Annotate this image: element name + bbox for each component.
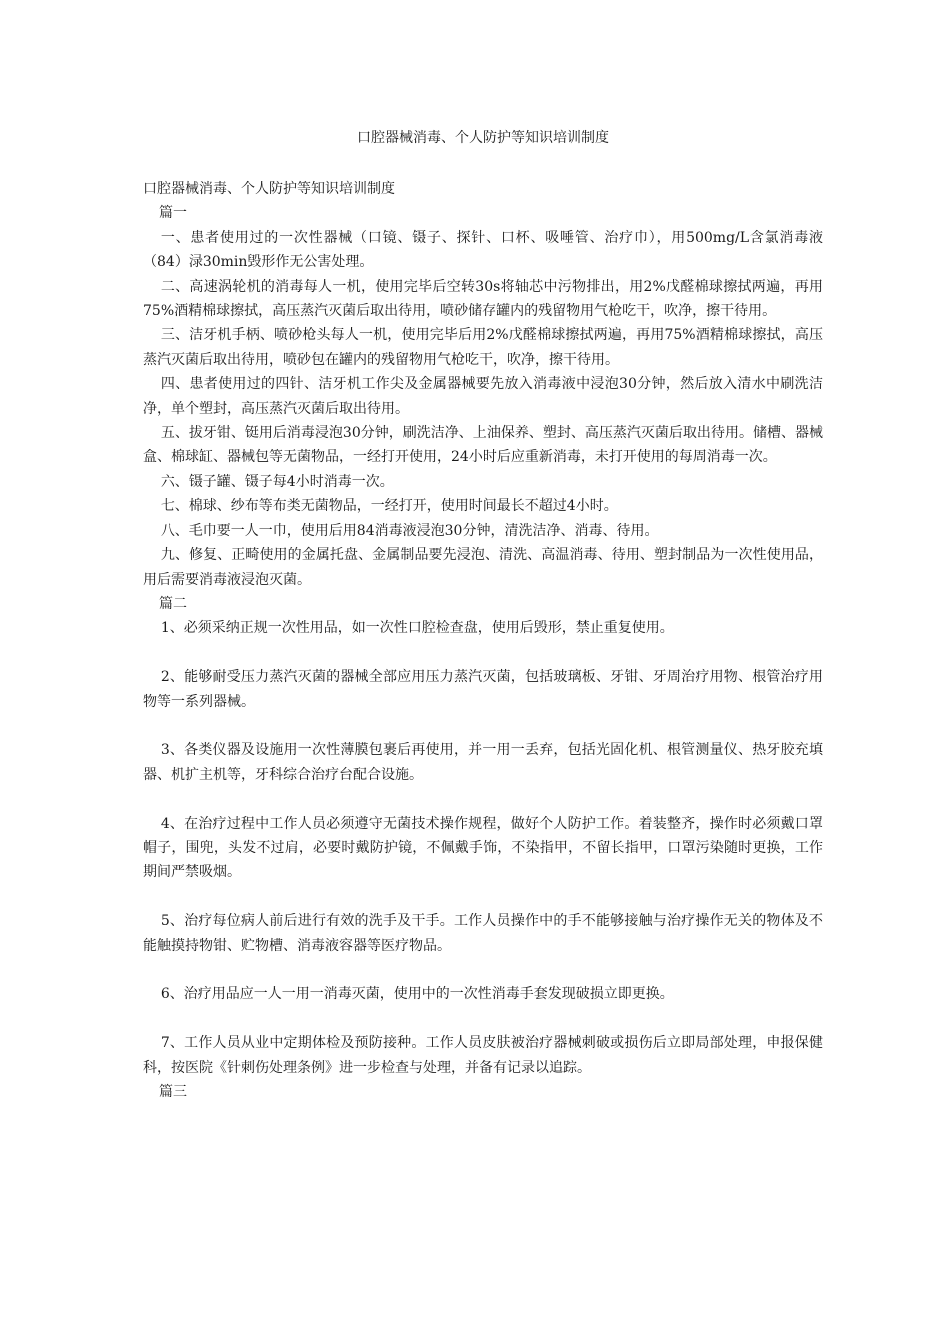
part1-item-2: 二、高速涡轮机的消毒每人一机，使用完毕后空转30s将轴芯中污物排出，用2%戊醛棉球擦拭两遍，再用75%酒精棉球擦拭，高压蒸汽灭菌后取出待用，喷砂储存罐内的残留物用气枪吃干，吹净，擦干待用。 [143, 278, 823, 320]
part1-item-8: 八、毛巾要一人一巾，使用后用84消毒液浸泡30分钟，清洗洁净、消毒、待用。 [160, 522, 659, 539]
part2-item-1: 1、必须采纳正规一次性用品，如一次性口腔检查盘，使用后毁形，禁止重复使用。 [160, 620, 674, 637]
document-body [143, 177, 823, 1104]
part1-item-6: 六、镊子罐、镊子每4小时消毒一次。 [160, 473, 394, 490]
document-subtitle: 口腔器械消毒、个人防护等知识培训制度 [143, 181, 395, 197]
section-heading-part3: 篇三 [159, 1083, 187, 1100]
part1-item-4: 四、患者使用过的四针、洁牙机工作尖及金属器械要先放入消毒液中浸泡30分钟，然后放入清水中刷洗洁净，单个塑封，高压蒸汽灭菌后取出待用。 [143, 376, 823, 417]
section-heading-part1: 篇一 [159, 205, 187, 222]
part2-item-4: 4、在治疗过程中工作人员必须遵守无菌技术操作规程，做好个人防护工作。着装整齐，操作时必须戴口罩帽子，围兜，头发不过肩，必要时戴防护镜，不佩戴手饰，不染指甲，不留长指甲，口罩污染随时更换，工作期间严禁吸烟。 [143, 815, 823, 881]
part2-item-7: 7、工作人员从业中定期体检及预防接种。工作人员皮肤被治疗器械刺破或损伤后立即局部处理，申报保健科，按医院《针刺伤处理条例》进一步检查与处理，并备有记录以追踪。 [143, 1035, 823, 1076]
section-heading-part2: 篇二 [159, 595, 187, 612]
part2-item-6: 6、治疗用品应一人一用一消毒灭菌，使用中的一次性消毒手套发现破损立即更换。 [160, 986, 674, 1003]
part1-item-1: 一、患者使用过的一次性器械（口镜、镊子、探针、口杯、吸唾管、治疗巾），用500mg/L含氯消毒液（84）渌30min毁形作无公害处理。 [143, 229, 823, 271]
part1-item-7: 七、棉球、纱布等布类无菌物品，一经打开，使用时间最长不超过4小时。 [160, 498, 618, 515]
part2-item-5: 5、治疗每位病人前后进行有效的洗手及干手。工作人员操作中的手不能够接触与治疗操作无关的物体及不能触摸持物钳、贮物槽、消毒液容器等医疗物品。 [143, 913, 823, 954]
part2-item-3: 3、各类仪器及设施用一次性薄膜包裹后再使用，并一用一丢弃，包括光固化机、根管测量仪、热牙胶充填器、机扩主机等，牙科综合治疗台配合设施。 [143, 742, 823, 783]
part2-item-2: 2、能够耐受压力蒸汽灭菌的器械全部应用压力蒸汽灭菌，包括玻璃板、牙钳、牙周治疗用物、根管治疗用物等一系列器械。 [143, 669, 823, 710]
part1-item-3: 三、洁牙机手柄、喷砂枪头每人一机，使用完毕后用2%戊醛棉球擦拭两遍，再用75%酒精棉球擦拭，高压蒸汽灭菌后取出待用，喷砂包在罐内的残留物用气枪吃干，吹净，擦干待用。 [143, 327, 823, 368]
part1-item-5: 五、拔牙钳、铤用后消毒浸泡30分钟，刷洗洁净、上油保养、塑封、高压蒸汽灭菌后取出待用。储槽、器械盒、棉球缸、器械包等无菌物品，一经打开使用，24小时后应重新消毒，未打开使用的每周消毒一次。 [143, 425, 823, 466]
part1-item-9: 九、修复、正畸使用的金属托盘、金属制品要先浸泡、清洗、高温消毒、待用、塑封制品为一次性使用品，用后需要消毒液浸泡灭菌。 [143, 547, 823, 588]
document-title: 口腔器械消毒、个人防护等知识培训制度 [357, 130, 609, 146]
